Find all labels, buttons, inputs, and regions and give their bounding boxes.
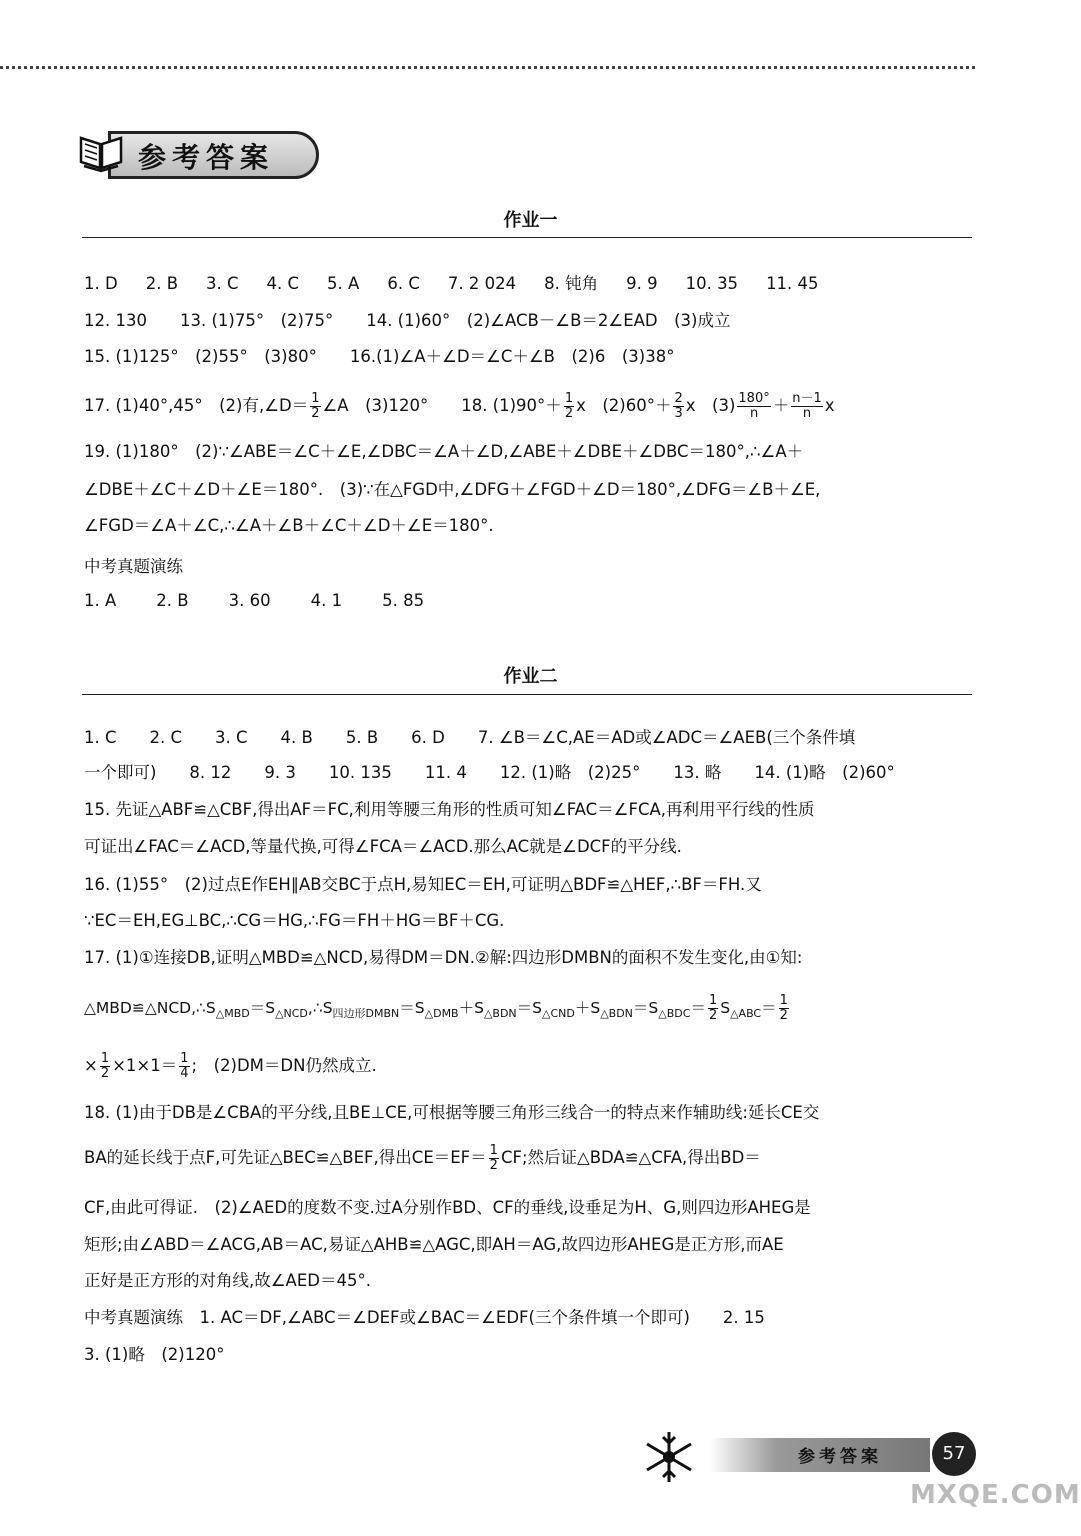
- answer-item: 2. B: [156, 591, 189, 610]
- section-rule-2: [82, 694, 972, 695]
- fraction: $\frac{1}{2}$: [708, 993, 718, 1023]
- practice-line-2b: 3. (1)略 (2)120°: [84, 1345, 225, 1364]
- section-rule-1: [82, 237, 972, 238]
- answer-item: 8. 钝角: [544, 274, 599, 293]
- answer-item: 9. 9: [626, 274, 658, 293]
- section-title-2: 作业二: [503, 666, 558, 687]
- fraction: $\frac{1}{2}$: [564, 391, 574, 421]
- answer-line-2-5: 16. (1)55° (2)过点E作EH∥AB交BC于点H,易知EC＝EH,可证明△BDF≌△HEF,∴BF＝FH.又: [84, 875, 762, 894]
- fraction: $\frac{1}{2}$: [100, 1051, 110, 1081]
- page-footer: [640, 1418, 1081, 1518]
- answer-line-2-2: 一个即可) 8. 12 9. 3 10. 135 11. 4 12. (1)略 (2)25° 13. 略 14. (1)略 (2)60°: [84, 763, 895, 782]
- answer-line-2-6: ∵EC＝EH,EG⊥BC,∴CG＝HG,∴FG＝FH＋HG＝BF＋CG.: [84, 911, 505, 930]
- open-book-icon: [78, 130, 124, 172]
- fraction: $\frac{1}{4}$: [180, 1051, 189, 1081]
- answer-item: 3. 60: [228, 591, 271, 610]
- answer-line-2-1: 1. C 2. C 3. C 4. B 5. B 6. D 7. ∠B＝∠C,AE＝AD或∠ADC＝∠AEB(三个条件填: [84, 728, 856, 747]
- watermark: MXQE.COM: [910, 1480, 1081, 1510]
- fraction: $\frac{2}{3}$: [674, 391, 683, 421]
- answer-line-1-4: 17. (1)40°,45° (2)有,∠D＝ $\frac{1}{2}$ ∠A (3)120° 18. (1)90°＋ $\frac{1}{2}$ x (2)60°＋ $\frac{2}{3}$ x (3) $\frac{180^\circ}{n}$ ＋ $\frac{n-1}{n}$ x: [84, 391, 835, 421]
- answer-line-2-8: $\triangle MBD≌\triangle NCD,\therefore S_{\triangle MBD}=S_{\triangle NCD},\therefore S_{四边形DMBN}=S_{\triangle DMB}+S_{\triangle BDN}=S_{\triangle CND}+S_{\triangle BDN}=S_{\triangle BDC}=$ $\frac{1}{2}$ $S_{\triangle ABC}=$ $\frac{1}{2}$: [84, 993, 788, 1023]
- answer-item: 11. 45: [766, 274, 819, 293]
- practice-line-1: [84, 590, 464, 612]
- fraction: $\frac{1}{2}$: [779, 993, 788, 1023]
- answer-banner: [78, 128, 318, 178]
- answer-line-2-13: 矩形;由∠ABD＝∠ACG,AB＝AC,易证△AHB≌△AGC,即AH＝AG,故四边形AHEG是正方形,而AE: [84, 1235, 784, 1254]
- practice-title-2: 中考真题演练: [84, 1308, 183, 1327]
- answer-item: 5. A: [327, 274, 360, 293]
- practice-line-2: [84, 1307, 765, 1329]
- answer-line-2-4: 可证出∠FAC＝∠ACD,等量代换,可得∠FCA＝∠ACD.那么AC就是∠DCF的平分线.: [84, 837, 682, 856]
- answer-item: 6. C: [387, 274, 420, 293]
- answer-item: 7. 2 024: [447, 274, 517, 293]
- fraction: $\frac{180^\circ}{n}$: [738, 391, 770, 421]
- answer-item: 3. C: [206, 274, 239, 293]
- answer-item: 4. 1: [310, 591, 343, 610]
- snowflake-icon: [640, 1428, 698, 1486]
- answer-item: 1. A: [84, 591, 117, 610]
- practice-answers: 1. AC＝DF,∠ABC＝∠DEF或∠BAC＝∠EDF(三个条件填一个即可) 2. 15: [199, 1308, 765, 1327]
- answer-line-2-9: × $\frac{1}{2}$ ×1×1＝ $\frac{1}{4}$ ; (2)DM＝DN仍然成立.: [84, 1051, 377, 1081]
- answer-line-2-7: 17. (1)①连接DB,证明△MBD≌△NCD,易得DM＝DN.②解:四边形DMBN的面积不发生变化,由①知:: [84, 948, 803, 967]
- answer-line-2-3: 15. 先证△ABF≌△CBF,得出AF＝FC,利用等腰三角形的性质可知∠FAC＝∠FCA,再利用平行线的性质: [84, 800, 815, 819]
- answer-item: 2. B: [145, 274, 179, 293]
- fraction: $\frac{1}{2}$: [311, 391, 320, 421]
- page-number: 57: [932, 1432, 976, 1476]
- answer-line-1-5: 19. (1)180° (2)∵∠ABE＝∠C＋∠E,∠DBC＝∠A＋∠D,∠ABE＋∠DBE＋∠DBC＝180°,∴∠A＋: [84, 442, 804, 461]
- answer-item: 4. C: [266, 274, 300, 293]
- answer-line-2-14: 正好是正方形的对角线,故∠AED＝45°.: [84, 1271, 371, 1290]
- answer-line-1-2: 12. 130 13. (1)75° (2)75° 14. (1)60° (2)∠ACB－∠B＝2∠EAD (3)成立: [84, 311, 731, 330]
- banner-title: 参考答案: [138, 141, 275, 174]
- section-title-1: 作业一: [503, 210, 558, 231]
- answer-item: 5. 85: [382, 591, 425, 610]
- answer-line-2-12: CF,由此可得证. (2)∠AED的度数不变.过A分别作BD、CF的垂线,设垂足为H、G,则四边形AHEG是: [84, 1198, 811, 1217]
- answer-line-1-3: 15. (1)125° (2)55° (3)80° 16.(1)∠A＋∠D＝∠C＋∠B (2)6 (3)38°: [84, 347, 675, 366]
- answer-line-1-7: ∠FGD＝∠A＋∠C,∴∠A＋∠B＋∠C＋∠D＋∠E＝180°.: [84, 516, 494, 535]
- practice-title-1: 中考真题演练: [84, 557, 183, 576]
- answer-item: 10. 35: [685, 274, 739, 293]
- answer-line-1-1: [84, 273, 847, 295]
- answer-line-1-6: ∠DBE＋∠C＋∠D＋∠E＝180°. (3)∵在△FGD中,∠DFG＋∠FGD＋∠D＝180°,∠DFG＝∠B＋∠E,: [84, 480, 821, 499]
- top-dotted-rule: [0, 66, 975, 69]
- answer-line-2-10: 18. (1)由于DB是∠CBA的平分线,且BE⊥CE,可根据等腰三角形三线合一的特点来作辅助线:延长CE交: [84, 1103, 820, 1122]
- answer-item: 1. D: [84, 274, 118, 293]
- fraction: $\frac{n-1}{n}$: [792, 391, 822, 421]
- footer-label: 参考答案: [798, 1447, 882, 1467]
- answer-line-2-11: BA的延长线于点F,可先证△BEC≌△BEF,得出CE＝EF＝ $\frac{1}{2}$ CF;然后证△BDA≌△CFA,得出BD＝: [84, 1143, 761, 1173]
- fraction: $\frac{1}{2}$: [489, 1143, 498, 1173]
